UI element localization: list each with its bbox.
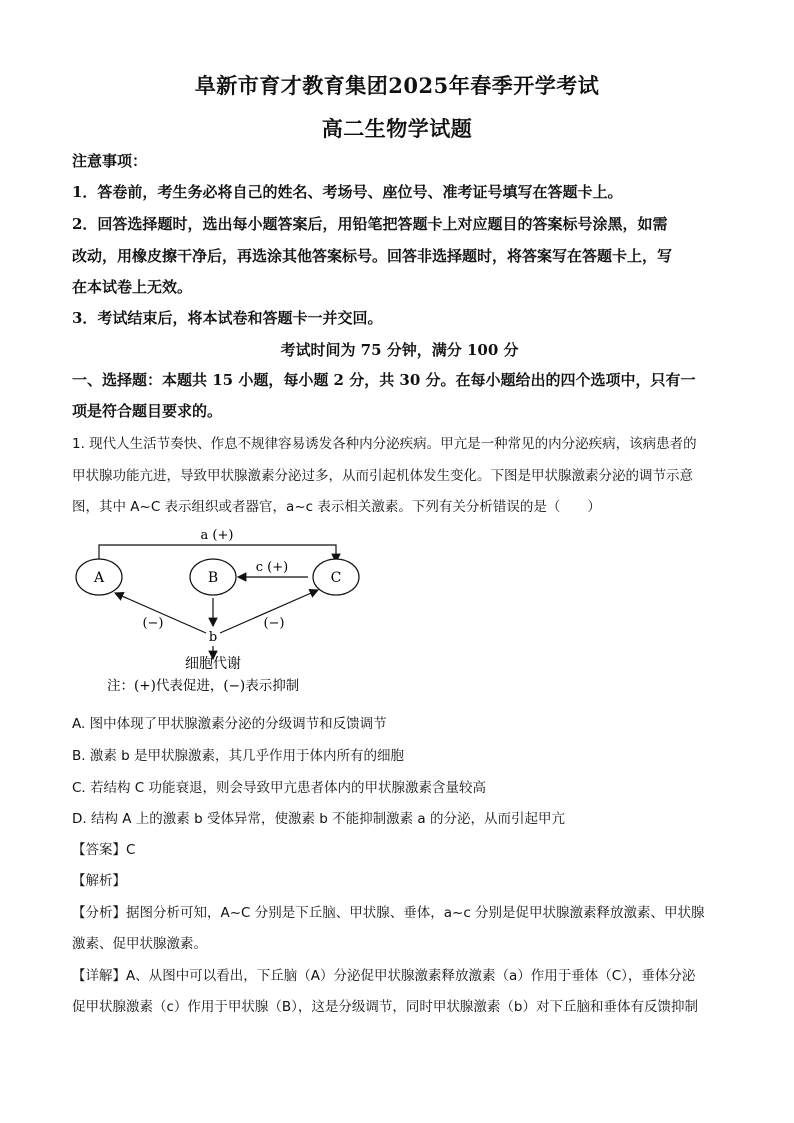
- notice-item: 在本试卷上无效。: [72, 278, 193, 296]
- node-a-label: A: [93, 570, 105, 586]
- exam-subtitle: 高二生物学试题: [321, 116, 473, 141]
- question-stem: 1. 现代人生活节奏快、作息不规律容易诱发各种内分泌疾病。甲亢是一种常见的内分泌疾病，该病患者的: [72, 436, 697, 452]
- notice-item: 2．回答选择题时，选出每小题答案后，用铅笔把答题卡上对应题目的答案标号涂黑，如需: [72, 215, 668, 233]
- notice-item: 改动，用橡皮擦干净后，再选涂其他答案标号。回答非选择题时，将答案写在答题卡上，写: [72, 247, 673, 265]
- option-c: C. 若结构 C 功能衰退，则会导致甲亢患者体内的甲状腺激素含量较高: [72, 780, 487, 796]
- exam-time-info: 考试时间为 75 分钟，满分 100 分: [280, 341, 519, 359]
- analysis-heading: 【解析】: [72, 873, 126, 889]
- detail-text: 促甲状腺激素（c）作用于甲状腺（B），这是分级调节，同时甲状腺激素（b）对下丘脑和垂体有反馈抑制: [72, 999, 699, 1015]
- option-b: B. 激素 b 是甲状腺激素，其几乎作用于体内所有的细胞: [72, 748, 404, 764]
- label-a: a (+): [200, 528, 234, 543]
- question-stem: 甲状腺功能亢进，导致甲状腺激素分泌过多，从而引起机体发生变化。下图是甲状腺激素分泌的调节示意: [72, 468, 693, 484]
- node-b-label: B: [207, 570, 219, 586]
- exam-title: 阜新市育才教育集团2025年春季开学考试: [194, 73, 600, 98]
- node-c-label: C: [330, 570, 342, 586]
- thyroid-regulation-diagram: [60, 520, 380, 700]
- analysis-text: 【分析】据图分析可知，A~C 分别是下丘脑、甲状腺、垂体，a~c 分别是促甲状腺激素释放激素、甲状腺: [72, 905, 705, 921]
- notice-item: 3．考试结束后，将本试卷和答题卡一并交回。: [72, 309, 383, 327]
- label-minus-right: (−): [263, 616, 285, 631]
- section-heading: 项是符合题目要求的。: [72, 402, 223, 420]
- notice-item: 1．答卷前，考生务必将自己的姓名、考场号、座位号、准考证号填写在答题卡上。: [72, 183, 623, 201]
- label-metabolism: 细胞代谢: [185, 656, 241, 672]
- question-stem: 图，其中 A~C 表示组织或者器官，a~c 表示相关激素。下列有关分析错误的是（ ）: [72, 499, 601, 515]
- option-d: D. 结构 A 上的激素 b 受体异常，使激素 b 不能抑制激素 a 的分泌，从而引起甲亢: [72, 811, 565, 827]
- option-a: A. 图中体现了甲状腺激素分泌的分级调节和反馈调节: [72, 716, 387, 732]
- label-b: b: [208, 630, 218, 645]
- section-heading: 一、选择题：本题共 15 小题，每小题 2 分，共 30 分。在每小题给出的四个选项中，只有一: [72, 371, 696, 389]
- label-minus-left: (−): [142, 616, 164, 631]
- diagram-note: 注：(+)代表促进，(−)表示抑制: [107, 678, 300, 694]
- analysis-text: 激素、促甲状腺激素。: [72, 936, 207, 952]
- detail-text: 【详解】A、从图中可以看出，下丘脑（A）分泌促甲状腺激素释放激素（a）作用于垂体（C），垂体分泌: [72, 968, 696, 984]
- notice-heading: 注意事项：: [72, 152, 148, 170]
- label-c: c (+): [255, 560, 289, 575]
- answer: 【答案】C: [72, 842, 136, 858]
